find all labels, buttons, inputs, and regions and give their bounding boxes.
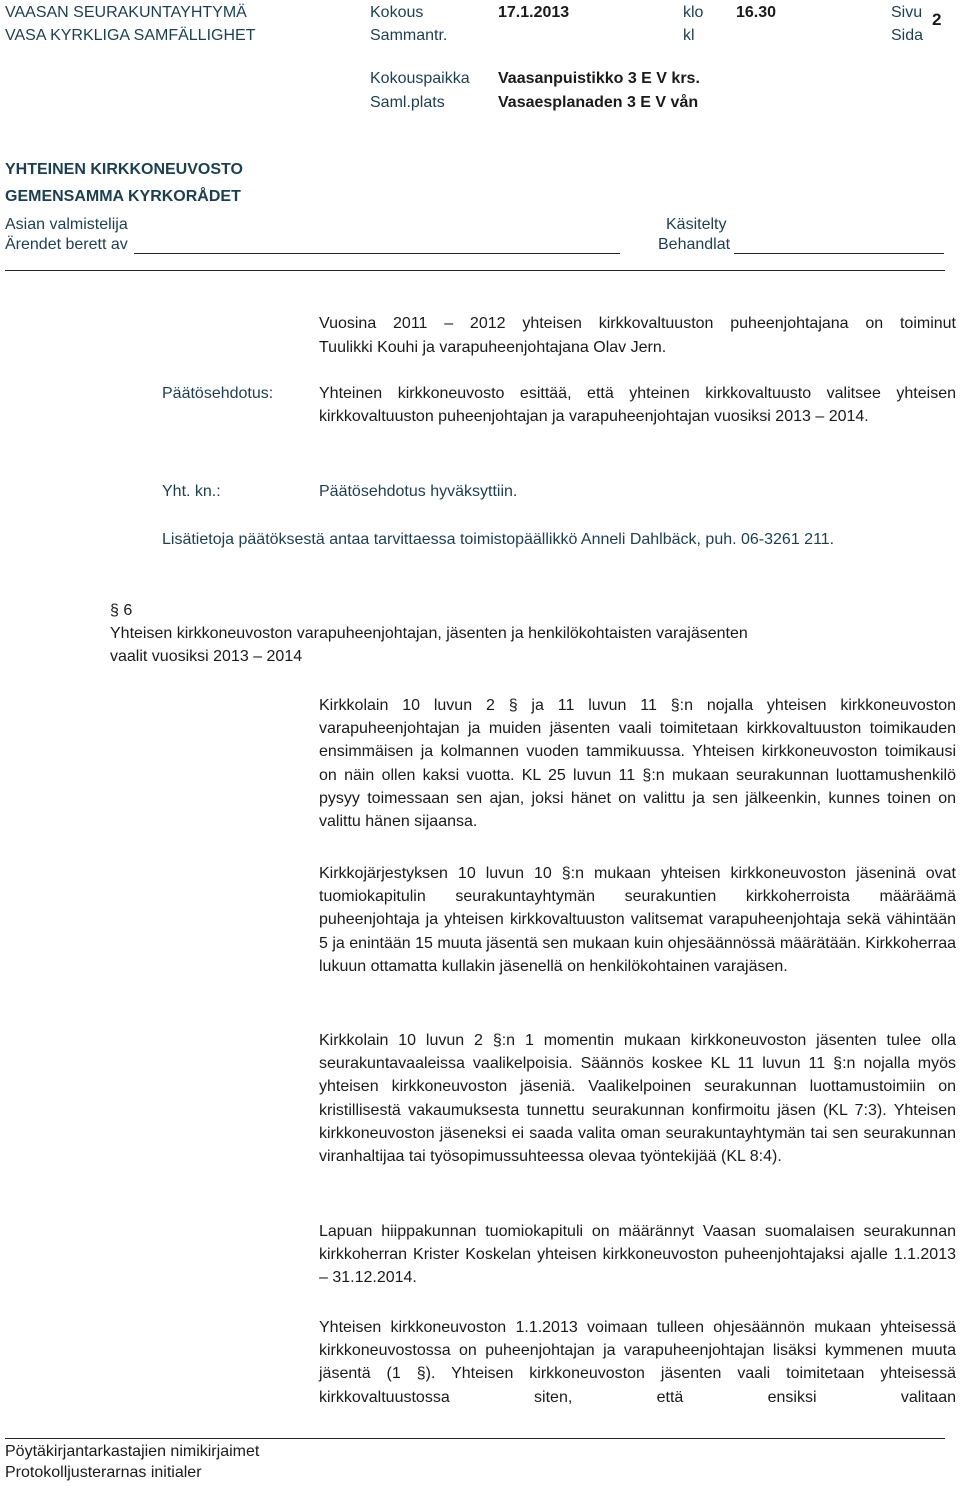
section-paragraph-4: Lapuan hiippakunnan tuomiokapituli on määrännyt Vaasan suomalaisen seurakunnan kirkkoherran Krister Koskelan yhteisen kirkkoneuvoston puheenjohtajaksi ajalle 1.1.2013 – 31.12.2014. (319, 1223, 956, 1287)
section-paragraph-1: Kirkkolain 10 luvun 2 § ja 11 luvun 11 §:n nojalla yhteisen kirkkoneuvoston varapuheenjohtajan ja muiden jäsenten vaali toimitetaan kirkkovaltuuston toimikauden ensimmäisen ja kolmannen vuoden tammikuussa. Yhteisen kirkkoneuvoston toimikausi on näin ollen kaksi vuotta. KL 25 luvun 11 §:n mukaan seurakunnan luottamushenkilö pysyy toimessaan sen ajan, joksi hänet on valittu ja sen jälkeenkin, kunnes toinen on valittu hänen sijaansa. (319, 697, 956, 831)
meeting-date: 17.1.2013 (498, 4, 570, 21)
venue-label-sv: Saml.plats (370, 94, 445, 111)
org-name-sv: VASA KYRKLIGA SAMFÄLLIGHET (5, 27, 256, 44)
section-title-line-1: Yhteisen kirkkoneuvoston varapuheenjohtajan, jäsenten ja henkilökohtaisten varajäsenten (110, 625, 748, 642)
intro-line-2: Tuulikki Kouhi ja varapuheenjohtajana Olav Jern. (319, 339, 667, 356)
section-number: § 6 (110, 602, 133, 619)
meeting-time: 16.30 (736, 4, 777, 21)
signature-label-sv: Protokolljusterarnas initialer (5, 1464, 202, 1481)
section-paragraph-3: Kirkkolain 10 luvun 2 §:n 1 momentin mukaan kirkkoneuvoston jäsenten tulee olla seurakuntavaaleissa vaalikelpoisia. Säännös koskee KL 11 luvun 11 §:n nojalla myös yhteisen kirkkoneuvoston jäseniä. Vaalikelpoinen seurakunnan luottamustoimiin on kristillisestä vakaumuksesta tunnettu seurakunnan konfirmoitu jäsen (KL 7:3). Yhteisen kirkkoneuvoston jäseneksi ei saada valita oman seurakuntayhtymän tai sen seurakunnan viranhaltijaa tai työsopimussuhteessa olevaa työntekijää (KL 8:4). (319, 1032, 956, 1166)
meeting-label-fi: Kokous (370, 4, 424, 21)
section-title-line-2: vaalit vuosiksi 2013 – 2014 (110, 648, 303, 665)
venue-label-fi: Kokouspaikka (370, 70, 470, 87)
handled-label-fi: Käsitelty (666, 216, 727, 233)
venue-fi: Vaasanpuistikko 3 E V krs. (498, 70, 700, 87)
decision-text: Päätösehdotus hyväksyttiin. (319, 483, 518, 500)
preparer-label-sv: Ärendet berett av (5, 236, 128, 253)
header-divider (5, 270, 945, 271)
section-paragraph-5: Yhteisen kirkkoneuvoston 1.1.2013 voimaan tulleen ohjesäännön mukaan yhteisessä kirkkoneuvostossa on puheenjohtajan ja varapuheenjohtajan lisäksi kymmenen muuta jäsentä (1 §). Yhteisen kirkkoneuvoston jäsenten vaali toimitetaan yhteisessä kirkkovaltuustossa siten, että ensiksi valitaan (319, 1319, 956, 1406)
proposal-label: Päätösehdotus: (162, 385, 274, 402)
footer-divider (5, 1438, 945, 1439)
board-name-fi: YHTEINEN KIRKKONEUVOSTO (5, 161, 243, 178)
org-name-fi: VAASAN SEURAKUNTAYHTYMÄ (5, 4, 247, 21)
preparer-label-fi: Asian valmistelija (5, 216, 128, 233)
decision-label: Yht. kn.: (162, 483, 221, 500)
info-line: Lisätietoja päätöksestä antaa tarvittaessa toimistopäällikkö Anneli Dahlbäck, puh. 06-3261 211. (162, 531, 835, 548)
venue-sv: Vasaesplanaden 3 E V vån (498, 94, 699, 111)
time-label-sv: kl (683, 27, 695, 44)
handled-label-sv: Behandlat (658, 236, 731, 253)
page-number: 2 (932, 10, 942, 29)
time-label-fi: klo (683, 4, 704, 21)
page-label-fi: Sivu (891, 4, 923, 21)
section-paragraph-2: Kirkkojärjestyksen 10 luvun 10 §:n mukaan yhteisen kirkkoneuvoston jäseninä ovat tuomiokapitulin seurakuntayhtymän seurakuntien kirkkoherroista määräämä puheenjohtaja ja yhteisen kirkkovaltuuston valitsemat varapuheenjohtaja sekä vähintään 5 ja enintään 15 muuta jäsentä sen mukaan kuin ohjesäännössä määrätään. Kirkkoherraa lukuun ottamatta kullakin jäsenellä on henkilökohtainen varajäsen. (319, 865, 956, 975)
board-name-sv: GEMENSAMMA KYRKORÅDET (5, 188, 241, 205)
intro-line-1: Vuosina 2011 – 2012 yhteisen kirkkovaltuuston puheenjohtajana on toiminut (319, 315, 956, 332)
proposal-text: Yhteinen kirkkoneuvosto esittää, että yhteinen kirkkovaltuusto valitsee yhteisen kirkkovaltuuston puheenjohtajan ja varapuheenjohtajan vuosiksi 2013 – 2014. (319, 385, 956, 426)
handled-underline (734, 253, 944, 254)
page-label-sv: Sida (891, 27, 924, 44)
meeting-label-sv: Sammantr. (370, 27, 448, 44)
signature-label-fi: Pöytäkirjantarkastajien nimikirjaimet (5, 1443, 260, 1460)
preparer-underline (134, 253, 620, 254)
